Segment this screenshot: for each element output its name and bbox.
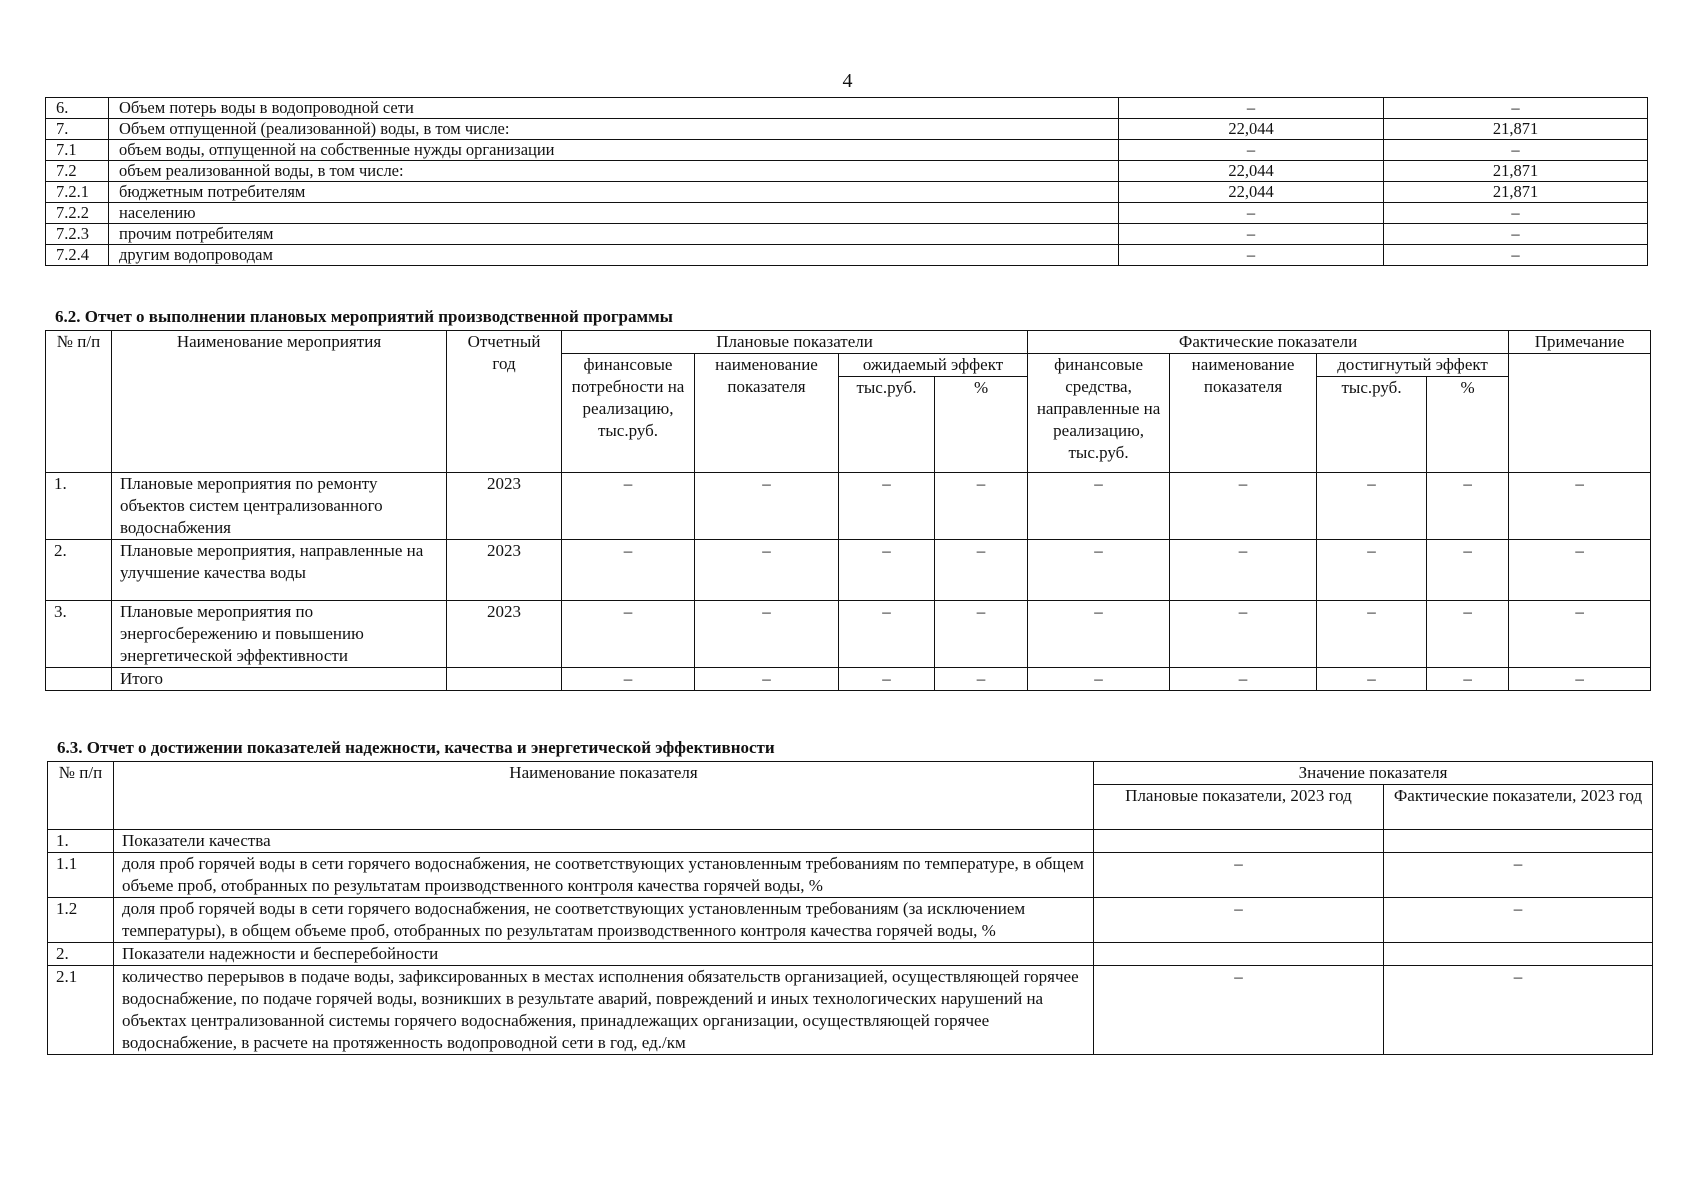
- row-value-2: –: [1384, 203, 1648, 224]
- section-title-6-2: 6.2. Отчет о выполнении плановых мероприятий производственной программы: [55, 307, 673, 326]
- row-value-1: –: [1119, 98, 1384, 119]
- row-value: –: [695, 668, 839, 691]
- col-header-planned: Плановые показатели: [562, 331, 1028, 354]
- row-value: –: [1317, 540, 1427, 601]
- row-value-2: –: [1384, 140, 1648, 161]
- row-value-2: –: [1384, 224, 1648, 245]
- row-name: Плановые мероприятия, направленные на улучшение качества воды: [112, 540, 447, 601]
- row-value: –: [1427, 540, 1509, 601]
- col-header-plan-indicator: наименование показателя: [695, 354, 839, 473]
- row-value: –: [839, 473, 935, 540]
- row-value: –: [1028, 540, 1170, 601]
- row-number: 1.2: [48, 898, 114, 943]
- row-value: –: [1509, 668, 1651, 691]
- row-value: –: [1028, 473, 1170, 540]
- row-value: –: [839, 540, 935, 601]
- table-row: [46, 161, 1648, 182]
- row-value: –: [839, 668, 935, 691]
- table-row: [46, 140, 1648, 161]
- table-row: [48, 898, 1653, 943]
- table-row: [46, 245, 1648, 266]
- row-value: –: [935, 540, 1028, 601]
- row-value: –: [839, 601, 935, 668]
- row-value: –: [695, 473, 839, 540]
- row-planned: [1094, 830, 1384, 853]
- col-header-name: Наименование мероприятия: [112, 331, 447, 473]
- table-row: [48, 943, 1653, 966]
- col-header-actual: Фактические показатели: [1028, 331, 1509, 354]
- row-name: Объем отпущенной (реализованной) воды, в том числе:: [109, 119, 1119, 140]
- row-value-2: 21,871: [1384, 161, 1648, 182]
- row-name: другим водопроводам: [109, 245, 1119, 266]
- row-name: доля проб горячей воды в сети горячего водоснабжения, не соответствующих установленным требованиям по температуре, в общем объеме проб, отобранных по результатам производственного контроля качества горячей воды, %: [114, 853, 1094, 898]
- col-header-plan-effect: ожидаемый эффект: [839, 354, 1028, 377]
- table-row: [48, 830, 1653, 853]
- row-number: 7.2.1: [46, 182, 109, 203]
- row-year: 2023: [447, 540, 562, 601]
- row-value: –: [1427, 473, 1509, 540]
- row-planned: [1094, 943, 1384, 966]
- row-value: –: [935, 601, 1028, 668]
- row-value-1: 22,044: [1119, 161, 1384, 182]
- row-value: –: [1317, 668, 1427, 691]
- row-year: [447, 668, 562, 691]
- row-value-2: 21,871: [1384, 119, 1648, 140]
- row-name: бюджетным потребителям: [109, 182, 1119, 203]
- row-actual: –: [1384, 966, 1653, 1055]
- row-number: 2.1: [48, 966, 114, 1055]
- col-header-name: Наименование показателя: [114, 762, 1094, 830]
- row-name: Показатели качества: [114, 830, 1094, 853]
- row-value: –: [1317, 601, 1427, 668]
- row-value: –: [935, 668, 1028, 691]
- row-name: Плановые мероприятия по энергосбережению и повышению энергетической эффективности: [112, 601, 447, 668]
- row-year: 2023: [447, 601, 562, 668]
- row-name: количество перерывов в подаче воды, зафиксированных в местах исполнения обязательств организацией, осуществляющей горячее водоснабжение, по подаче горячей воды, возникших в результате аварий, повреждений и иных технологических нарушений на объектах централизованной системы горячего водоснабжения, принадлежащих организации, осуществляющей горячее водоснабжение, в расчете на протяженность водопроводной сети в год, ед./км: [114, 966, 1094, 1055]
- row-actual: [1384, 830, 1653, 853]
- indicators-table: [47, 761, 1653, 1055]
- row-number: 1.1: [48, 853, 114, 898]
- col-header-planned: Плановые показатели, 2023 год: [1094, 785, 1384, 830]
- row-number: 3.: [46, 601, 112, 668]
- row-year: 2023: [447, 473, 562, 540]
- row-number: [46, 668, 112, 691]
- row-value: –: [1509, 540, 1651, 601]
- table-row: [46, 601, 1651, 668]
- col-header-note-blank: [1509, 354, 1651, 473]
- water-volume-table: [45, 97, 1648, 266]
- row-value-1: 22,044: [1119, 182, 1384, 203]
- row-value: –: [1509, 473, 1651, 540]
- col-header-actual: Фактические показатели, 2023 год: [1384, 785, 1653, 830]
- row-value-2: 21,871: [1384, 182, 1648, 203]
- row-planned: –: [1094, 853, 1384, 898]
- row-number: 1.: [46, 473, 112, 540]
- page-number: 4: [842, 70, 853, 92]
- row-number: 2.: [48, 943, 114, 966]
- row-name: объем реализованной воды, в том числе:: [109, 161, 1119, 182]
- row-value: –: [1427, 601, 1509, 668]
- table-row: [46, 224, 1648, 245]
- col-header-num: № п/п: [48, 762, 114, 830]
- row-name: населению: [109, 203, 1119, 224]
- row-value: –: [1170, 668, 1317, 691]
- table-row: [46, 182, 1648, 203]
- row-value: –: [695, 540, 839, 601]
- row-name: Объем потерь воды в водопроводной сети: [109, 98, 1119, 119]
- row-name: доля проб горячей воды в сети горячего водоснабжения, не соответствующих установленным требованиям (за исключением температуры), в общем объеме проб, отобранных по результатам производственного контроля качества горячей воды, %: [114, 898, 1094, 943]
- col-header-plan-pct: %: [935, 377, 1028, 473]
- row-value-2: –: [1384, 98, 1648, 119]
- planned-measures-table: [45, 330, 1651, 691]
- row-number: 7.2.4: [46, 245, 109, 266]
- row-value-1: –: [1119, 224, 1384, 245]
- row-value: –: [1170, 473, 1317, 540]
- col-header-fact-pct: %: [1427, 377, 1509, 473]
- row-name: прочим потребителям: [109, 224, 1119, 245]
- row-actual: [1384, 943, 1653, 966]
- col-header-plan-fin: финансовые потребности на реализацию, тыс.руб.: [562, 354, 695, 473]
- row-number: 7.1: [46, 140, 109, 161]
- row-number: 6.: [46, 98, 109, 119]
- row-number: 2.: [46, 540, 112, 601]
- row-value: –: [695, 601, 839, 668]
- table-row: [46, 668, 1651, 691]
- row-number: 7.: [46, 119, 109, 140]
- row-planned: –: [1094, 898, 1384, 943]
- row-value: –: [1170, 540, 1317, 601]
- row-planned: –: [1094, 966, 1384, 1055]
- col-header-fact-fin: финансовые средства, направленные на реализацию, тыс.руб.: [1028, 354, 1170, 473]
- row-value: –: [562, 473, 695, 540]
- col-header-fact-effect: достигнутый эффект: [1317, 354, 1509, 377]
- row-number: 7.2.3: [46, 224, 109, 245]
- table-row: [46, 473, 1651, 540]
- row-value: –: [1427, 668, 1509, 691]
- row-value: –: [1170, 601, 1317, 668]
- table-row: [48, 853, 1653, 898]
- row-value: –: [562, 540, 695, 601]
- table-row: [46, 203, 1648, 224]
- row-name: Плановые мероприятия по ремонту объектов систем централизованного водоснабжения: [112, 473, 447, 540]
- row-value: –: [1509, 601, 1651, 668]
- row-value-1: 22,044: [1119, 119, 1384, 140]
- table-row: [46, 98, 1648, 119]
- col-header-year: Отчетный год: [447, 331, 562, 473]
- row-actual: –: [1384, 898, 1653, 943]
- col-header-num: № п/п: [46, 331, 112, 473]
- row-value-1: –: [1119, 245, 1384, 266]
- col-header-fact-rub: тыс.руб.: [1317, 377, 1427, 473]
- row-value: –: [935, 473, 1028, 540]
- section-title-6-3: 6.3. Отчет о достижении показателей надежности, качества и энергетической эффективности: [57, 738, 775, 757]
- row-number: 1.: [48, 830, 114, 853]
- table-row: [46, 119, 1648, 140]
- row-name: Итого: [112, 668, 447, 691]
- row-value-1: –: [1119, 203, 1384, 224]
- col-header-fact-indicator: наименование показателя: [1170, 354, 1317, 473]
- row-value: –: [1317, 473, 1427, 540]
- row-number: 7.2.2: [46, 203, 109, 224]
- col-header-note: Примечание: [1509, 331, 1651, 354]
- row-name: Показатели надежности и бесперебойности: [114, 943, 1094, 966]
- row-actual: –: [1384, 853, 1653, 898]
- row-value-1: –: [1119, 140, 1384, 161]
- row-value: –: [1028, 601, 1170, 668]
- col-header-value: Значение показателя: [1094, 762, 1653, 785]
- row-value: –: [562, 601, 695, 668]
- col-header-plan-rub: тыс.руб.: [839, 377, 935, 473]
- row-value-2: –: [1384, 245, 1648, 266]
- table-row: [48, 966, 1653, 1055]
- row-name: объем воды, отпущенной на собственные нужды организации: [109, 140, 1119, 161]
- table-row: [46, 540, 1651, 601]
- row-value: –: [562, 668, 695, 691]
- row-number: 7.2: [46, 161, 109, 182]
- row-value: –: [1028, 668, 1170, 691]
